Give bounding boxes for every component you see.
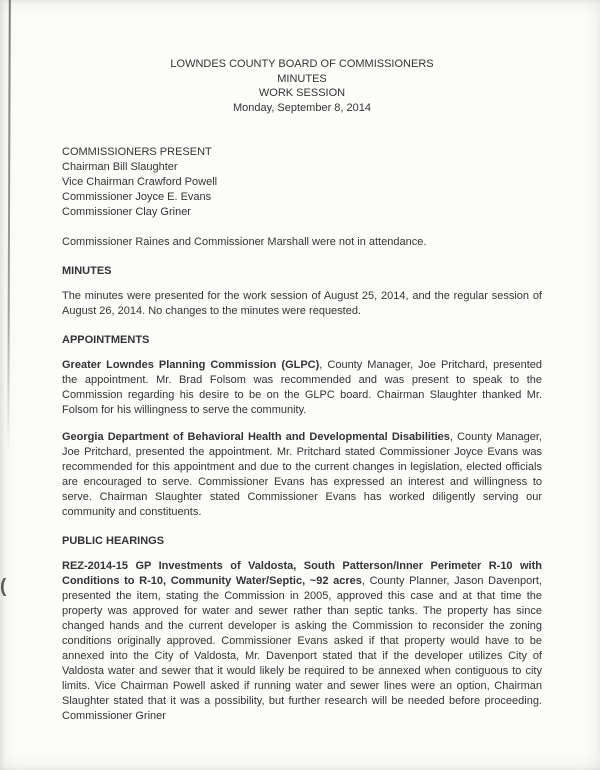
appointment-body: , County Manager, Joe Pritchard, presented the appointment. Mr. Pritchard stated Commissioner Joyce Evans was recommended for this appointment and due to the current changes in legislation, elected officials are encouraged to serve. Commissioner Evans has expressed an interest and willingness to serve. Chairman Slaughter stated Commissioner Evans has worked diligently serving our community and constituents. xyxy=(62,431,542,519)
member-line: Chairman Bill Slaughter xyxy=(62,161,178,174)
member-line: Vice Chairman Crawford Powell xyxy=(62,176,218,189)
appointment-title: Georgia Department of Behavioral Health and Developmental Disabilities xyxy=(62,431,450,444)
session-date: Monday, September 8, 2014 xyxy=(233,101,371,114)
public-hearings-heading: PUBLIC HEARINGS xyxy=(62,535,165,548)
member-line: Commissioner Clay Griner xyxy=(62,206,191,219)
absent-note: Commissioner Raines and Commissioner Marshall were not in attendance. xyxy=(62,236,427,249)
minutes-heading: MINUTES xyxy=(62,265,112,278)
doc-type-title: MINUTES xyxy=(277,72,327,85)
member-line: Commissioner Joyce E. Evans xyxy=(62,191,212,204)
public-hearing-body: , County Planner, Jason Davenport, presented the item, stating the Commission in 2005, approved this case and at that time the property was approved for water and sewer rather than septic tanks. The property has since changed hands and the current developer is asking the Commission to reconsider the zoning conditions originally approved. Commissioner Evans asked if that property would have to be annexed into the City of Valdosta, Mr. Davenport stated that if the developer utilizes City of Valdosta water and sewer that it would likely be required to be annexed when contiguous to city limits. Vice Chairman Powell asked if running water and sewer lines were an option, Chairman Slaughter stated that it was a possibility, but further research will be needed before proceeding. Commissioner Griner xyxy=(62,575,542,723)
public-hearing-title: REZ-2014-15 GP Investments of Valdosta, South Patterson/Inner Perimeter R-10 with Conditions to R-10, Community Water/Septic, ~92 acres xyxy=(62,560,542,588)
appointment-item xyxy=(62,430,542,520)
commissioners-present-heading: COMMISSIONERS PRESENT xyxy=(62,146,212,159)
public-hearing-item xyxy=(62,559,542,724)
scan-artifact-mark: ( xyxy=(0,576,7,597)
org-title: LOWNDES COUNTY BOARD OF COMMISSIONERS xyxy=(170,58,434,70)
appointments-heading: APPOINTMENTS xyxy=(62,334,150,347)
session-title: WORK SESSION xyxy=(258,87,346,100)
commissioners-present-section xyxy=(62,145,542,220)
appointment-item xyxy=(62,358,542,418)
appointment-title: Greater Lowndes Planning Commission (GLPC) xyxy=(62,359,320,372)
minutes-body: The minutes were presented for the work session of August 25, 2014, and the regular session of August 26, 2014. No changes to the minutes were requested. xyxy=(62,290,542,318)
document-header xyxy=(62,57,542,115)
appointment-body: , County Manager, Joe Pritchard, presented the appointment. Mr. Brad Folsom was recommended and was present to speak to the Commission regarding his desire to be on the GLPC board. Chairman Slaughter thanked Mr. Folsom for his willingness to serve the community. xyxy=(62,359,542,417)
